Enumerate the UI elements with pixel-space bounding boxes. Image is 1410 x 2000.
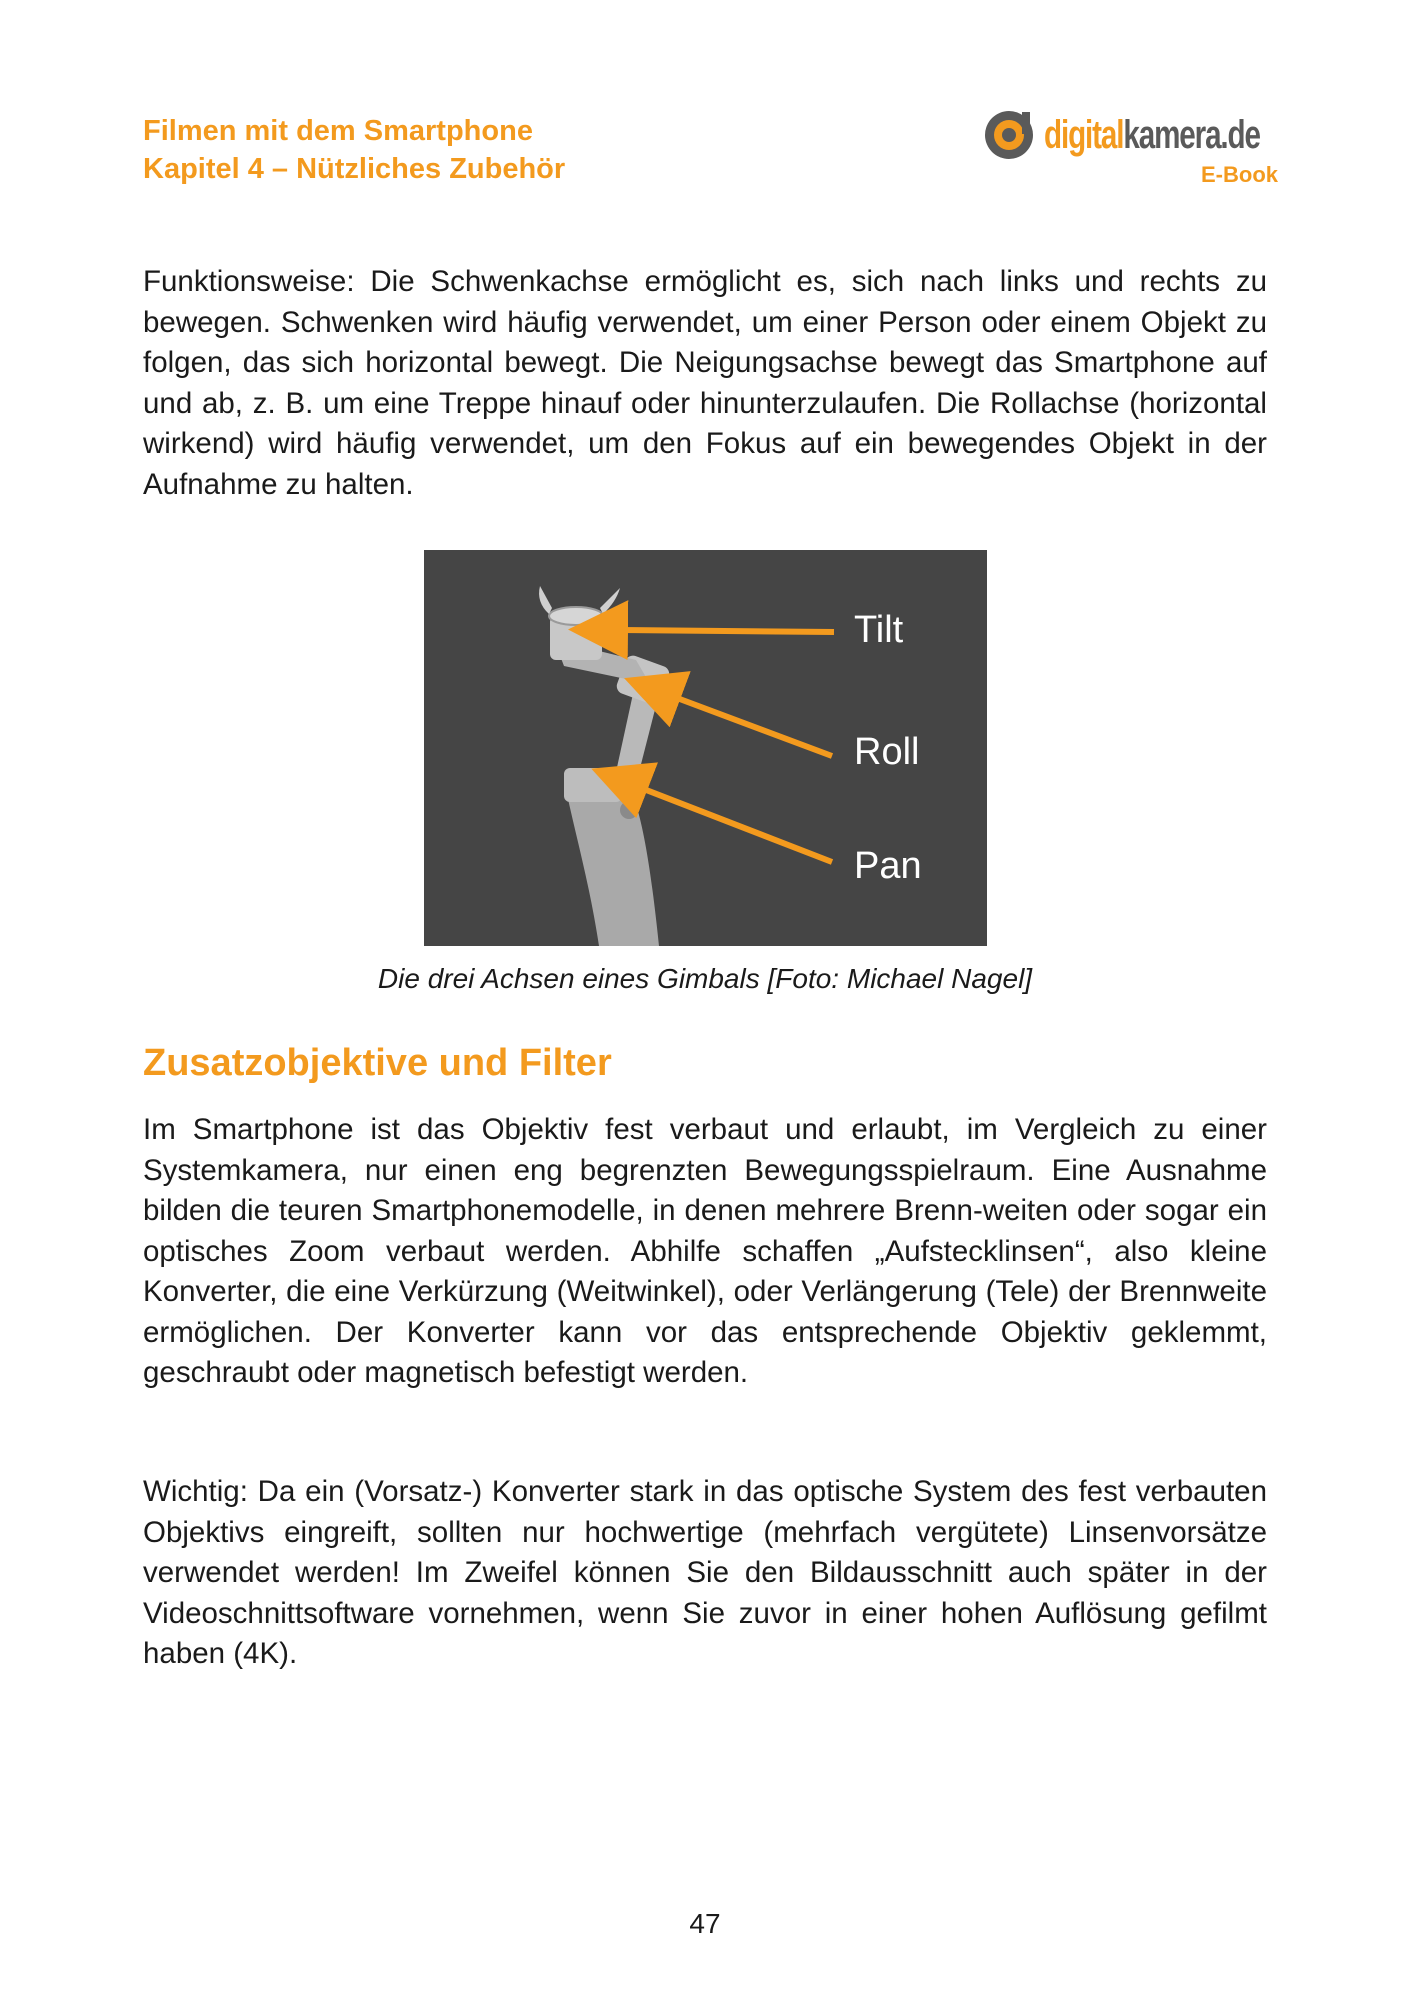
body-paragraph-important: Wichtig: Da ein (Vorsatz-) Konverter stark in das optische System des fest verbauten Objektivs eingreift, sollten nur hochwertige (mehrfach vergütete) Linsenvorsätze verwendet werden! Im Zweifel können Sie den Bildausschnitt auch später in der Videoschnittsoftware vornehmen, wenn Sie zuvor in einer hohen Auflösung gefilmt haben (4K). (143, 1475, 1267, 1670)
logo-subtitle: E-Book (1201, 162, 1278, 187)
tilt-label: Tilt (854, 609, 904, 651)
logo-wordmark-digital: digital (1044, 113, 1124, 157)
gimbal-axes-figure (424, 550, 987, 946)
roll-arrow (669, 695, 832, 756)
logo-wordmark (1044, 108, 1260, 162)
gimbal-clamp-wing-right (600, 588, 620, 614)
page-number: 47 (689, 1908, 721, 1939)
body-paragraph-gimbal-axes: Funktionsweise: Die Schwenkachse ermöglicht es, sich nach links und rechts zu bewegen. Schwenken wird häufig verwendet, um einer Person oder einem Objekt zu folgen, das sich horizontal bewegt. Die Neigungsachse bewegt das Smartphone auf und ab, z. B. um eine Treppe hinauf oder hinunterzulaufen. Die Rollachse (horizontal wirkend) wird häufig verwendet, um den Fokus auf ein bewegendes Objekt in der Aufnahme zu halten. (143, 265, 1267, 501)
section-heading: Zusatzobjektive und Filter (143, 1042, 612, 1084)
chapter-title: Kapitel 4 – Nützliches Zubehör (143, 153, 566, 185)
book-title: Filmen mit dem Smartphone (143, 115, 533, 147)
gimbal-clamp-wing-left (539, 586, 552, 614)
digitalkamera-logo (984, 108, 1284, 190)
gimbal-magnetic-clamp (549, 607, 603, 625)
tilt-arrow (616, 630, 834, 632)
pan-arrow (636, 786, 832, 862)
document-header (143, 112, 565, 188)
digitalkamera-logo-icon (984, 110, 1034, 160)
gimbal-joystick (620, 801, 638, 819)
logo-wordmark-kamera: kamera.de (1123, 113, 1260, 157)
figure-caption: Die drei Achsen eines Gimbals [Foto: Michael Nagel] (377, 963, 1033, 994)
pan-label: Pan (854, 845, 922, 887)
gimbal-pan-motor (564, 768, 622, 802)
roll-label: Roll (854, 731, 920, 773)
body-paragraph-lenses: Im Smartphone ist das Objektiv fest verbaut und erlaubt, im Vergleich zu einer Systemkamera, nur einen eng begrenzten Bewegungsspielraum. Eine Ausnahme bilden die teuren Smartphonemodelle, in denen mehrere Brenn-weiten oder sogar ein optisches Zoom verbaut werden. Abhilfe schaffen „Aufstecklinsen“, also kleine Konverter, die eine Verkürzung (Weitwinkel), oder Verlängerung (Tele) der Brennweite ermöglichen. Der Konverter kann vor das entsprechende Objektiv geklemmt, geschraubt oder magnetisch befestigt werden. (143, 1113, 1267, 1389)
